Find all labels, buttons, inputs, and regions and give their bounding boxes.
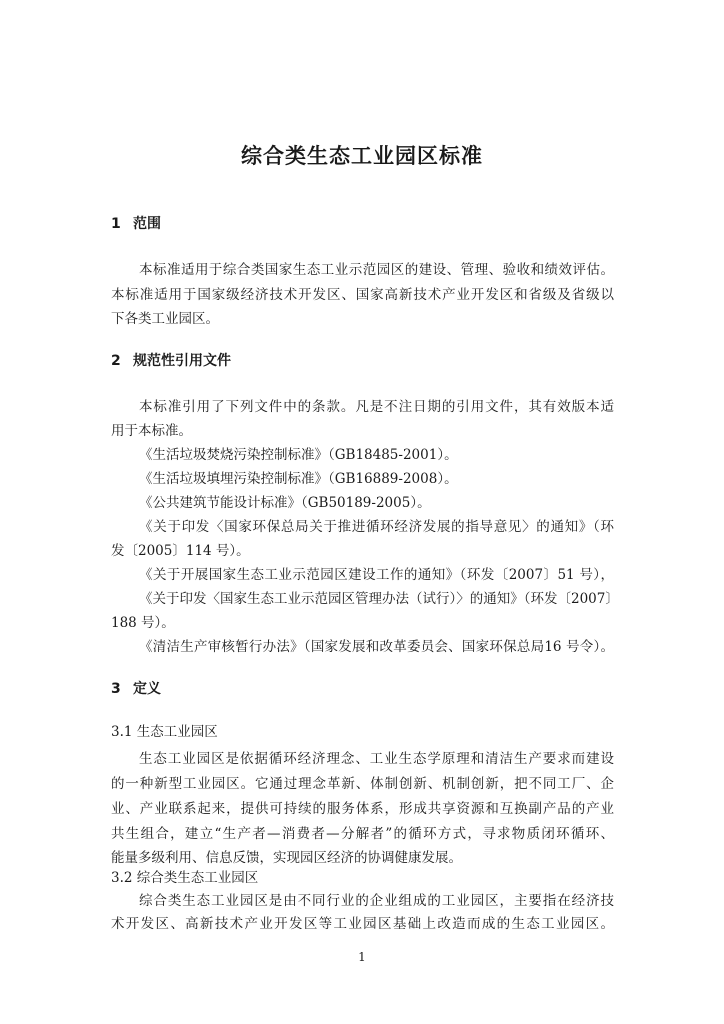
section-number: 3 (111, 681, 121, 697)
paragraph-line: 的一种新型工业园区。它通过理念革新、体制创新、机制创新，把不同工厂、企 (111, 776, 614, 792)
section-1-heading (111, 213, 161, 233)
reference-item: 《清洁生产审核暂行办法》（国家发展和改革委员会、国家环保总局16 号令）。 (139, 639, 614, 655)
paragraph-line: 综合类生态工业园区是由不同行业的企业组成的工业园区，主要指在经济技 (139, 893, 614, 909)
paragraph-line: 能量多级利用、信息反馈，实现园区经济的协调健康发展。 (111, 850, 462, 866)
document-title: 综合类生态工业园区标准 (241, 144, 483, 168)
reference-item: 《公共建筑节能设计标准》（GB50189-2005）。 (139, 495, 431, 511)
subsection-3-2-heading: 3.2 综合类生态工业园区 (111, 870, 259, 886)
subsection-3-1-heading: 3.1 生态工业园区 (111, 724, 218, 740)
paragraph-line: 术开发区、高新技术产业开发区等工业园区基础上改造而成的生态工业园区。 (111, 916, 614, 932)
paragraph-line: 下各类工业园区。 (111, 311, 219, 327)
section-title: 规范性引用文件 (133, 353, 231, 369)
reference-item: 《关于印发〈国家环保总局关于推进循环经济发展的指导意见〉的通知》（环 (139, 519, 614, 535)
section-title: 范围 (133, 216, 161, 232)
section-3-heading (111, 678, 161, 698)
paragraph-line: 业、产业联系起来，提供可持续的服务体系，形成共享资源和互换副产品的产业 (111, 801, 614, 817)
reference-item: 《关于开展国家生态工业示范园区建设工作的通知》（环发〔2007〕51 号）， (139, 567, 614, 583)
paragraph-line: 生态工业园区是依据循环经济理念、工业生态学原理和清洁生产要求而建设 (139, 751, 614, 767)
reference-item: 188 号）。 (111, 615, 175, 631)
section-title: 定义 (133, 681, 161, 697)
section-2-heading (111, 350, 231, 370)
paragraph-line: 本标准引用了下列文件中的条款。凡是不注日期的引用文件，其有效版本适 (139, 399, 614, 415)
paragraph-line: 本标准适用于综合类国家生态工业示范园区的建设、管理、验收和绩效评估。 (139, 262, 614, 278)
paragraph-line: 本标准适用于国家级经济技术开发区、国家高新技术产业开发区和省级及省级以 (111, 287, 614, 303)
paragraph-line: 共生组合，建立“生产者—消费者—分解者”的循环方式，寻求物质闭环循环、 (111, 826, 614, 842)
reference-item: 《生活垃圾填埋污染控制标准》（GB16889-2008）。 (139, 471, 458, 487)
reference-item: 《生活垃圾焚烧污染控制标准》（GB18485-2001）。 (139, 447, 458, 463)
paragraph-line: 用于本标准。 (111, 423, 192, 439)
section-number: 2 (111, 353, 121, 369)
section-number: 1 (111, 216, 121, 232)
reference-item: 发〔2005〕114 号）。 (111, 543, 250, 559)
page-number: 1 (358, 950, 366, 964)
reference-item: 《关于印发〈国家生态工业示范园区管理办法（试行）〉的通知》（环发〔2007〕 (139, 591, 619, 607)
